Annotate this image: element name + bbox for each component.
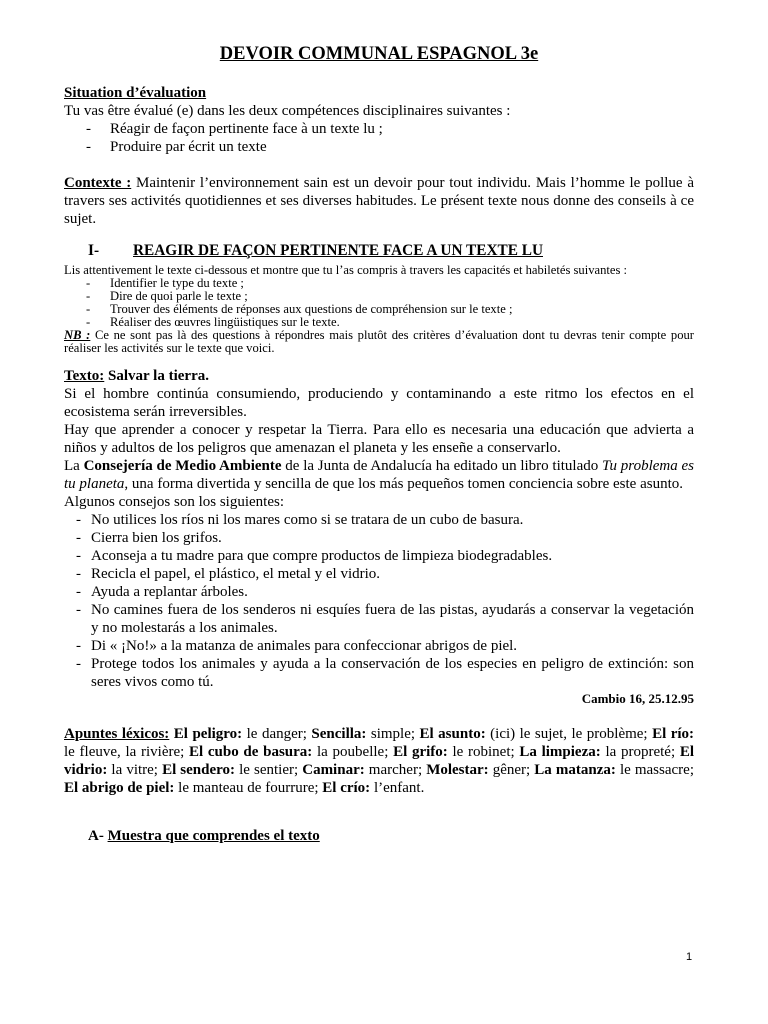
lexical-term: La matanza: <box>534 762 616 778</box>
situation-heading: Situation d’évaluation <box>64 85 207 101</box>
texto-title: Salvar la tierra. <box>104 368 209 384</box>
tip-item: - Cierra bien los grifos. <box>74 529 694 547</box>
tips-list <box>64 511 694 691</box>
texto-paragraph: Hay que aprender a conocer y respetar la Tierra. Para ello es necesaria una educación que advierta a niños y adultos de los peligros que amenazan el planeta y les enseñe a conservarlo. <box>64 422 694 456</box>
texto-span: de la Junta de Andalucía ha editado un libro titulado <box>281 458 603 474</box>
texto-paragraph: Si el hombre continúa consumiendo, produciendo y contaminando a este ritmo los efectos en el ecosistema serán irreversibles. <box>64 386 694 420</box>
nb-text: Ce ne sont pas là des questions à répondres mais plutôt des critères d’évaluation dont tu devras tenir compte pour réaliser les activités sur le texte que voici. <box>64 328 694 355</box>
book-title: Tu problema es tu planeta <box>64 458 694 492</box>
consejeria-name: Consejería de Medio Ambiente <box>83 458 282 474</box>
situation-section <box>64 84 694 156</box>
section-a-letter: A- <box>88 828 104 844</box>
lexical-definition: le danger; <box>242 726 312 742</box>
texto-section <box>64 367 694 707</box>
tip-item: - No camines fuera de los senderos ni esquíes fuera de las pistas, ayudarás a conservar la vegetación y no molestarás a los animales. <box>74 601 694 637</box>
lexical-definition: le robinet; <box>447 744 520 760</box>
lexical-term: Caminar: <box>302 762 365 778</box>
contexte-paragraph <box>64 174 694 228</box>
tip-item: - Ayuda a replantar árboles. <box>74 583 694 601</box>
lexical-notes <box>64 725 694 797</box>
lexical-definition: l’enfant. <box>370 780 425 796</box>
section-a-title: Muestra que comprendes el texto <box>107 828 320 844</box>
lexical-definition: la propreté; <box>600 744 680 760</box>
texto-span: , una forma divertida y sencilla de que los más pequeños tomen conciencia sobre este asunto. <box>124 476 683 492</box>
lexical-notes-label: Apuntes léxicos: <box>64 726 170 742</box>
lexical-definition: le manteau de fourrure; <box>174 780 323 796</box>
competence-item: - Produire par écrit un texte <box>86 138 694 156</box>
lexical-definition: simple; <box>366 726 420 742</box>
contexte-text: Maintenir l’environnement sain est un devoir pour tout individu. Mais l’homme le pollue à travers ses activités quotidiennes et ses diverses habitudes. Le présent texte nous donne des conseils à ce sujet. <box>64 175 694 227</box>
criteria-item: - Réaliser des œuvres lingüistiques sur le texte. <box>86 316 694 329</box>
tip-item: - Di « ¡No!» a la matanza de animales para confeccionar abrigos de piel. <box>74 637 694 655</box>
text-source: Cambio 16, 25.12.95 <box>581 691 694 706</box>
lexical-term: El asunto: <box>419 726 486 742</box>
document-page <box>64 40 694 845</box>
criteria-item: - Identifier le type du texte ; <box>86 277 694 290</box>
instructions-intro: Lis attentivement le texte ci-dessous et montre que tu l’as compris à travers les capacités et habiletés suivantes : <box>64 263 628 277</box>
criteria-item: - Dire de quoi parle le texte ; <box>86 290 694 303</box>
lexical-term: El río: <box>652 726 695 742</box>
texto-span: La <box>64 458 84 474</box>
lexical-definition: la vitre; <box>107 762 163 778</box>
page-number: 1 <box>686 951 693 963</box>
criteria-item: - Trouver des éléments de réponses aux questions de compréhension sur le texte ; <box>86 303 694 316</box>
lexical-definition: le fleuve, la rivière; <box>64 744 189 760</box>
lexical-definition: le sentier; <box>235 762 303 778</box>
competence-list <box>64 120 694 156</box>
nb-label: NB : <box>64 328 91 342</box>
lexical-term: El vidrio: <box>64 744 694 778</box>
contexte-label: Contexte : <box>64 175 132 191</box>
tip-item: - Recicla el papel, el plástico, el metal y el vidrio. <box>74 565 694 583</box>
lexical-definition: le massacre; <box>615 762 694 778</box>
lexical-term: El crío: <box>322 780 371 796</box>
texto-label: Texto: <box>64 368 105 384</box>
competence-item: - Réagir de façon pertinente face à un texte lu ; <box>86 120 694 138</box>
tip-item: - No utilices los ríos ni los mares como si se tratara de un cubo de basura. <box>74 511 694 529</box>
criteria-list <box>64 277 694 329</box>
lexical-term: El cubo de basura: <box>189 744 313 760</box>
lexical-term: El sendero: <box>162 762 236 778</box>
lexical-definition: (ici) le sujet, le problème; <box>485 726 653 742</box>
texto-paragraph: Algunos consejos son los siguientes: <box>64 494 284 510</box>
lexical-term: El grifo: <box>393 744 448 760</box>
lexical-term: Sencilla: <box>311 726 367 742</box>
section-a-heading <box>88 827 694 845</box>
lexical-term: Molestar: <box>426 762 489 778</box>
lexical-term: El abrigo de piel: <box>64 780 175 796</box>
lexical-term: La limpieza: <box>519 744 601 760</box>
lexical-definition: marcher; <box>364 762 427 778</box>
nb-note <box>64 329 694 355</box>
texto-heading <box>64 367 694 385</box>
document-title: DEVOIR COMMUNAL ESPAGNOL 3e <box>219 44 539 64</box>
lexical-definition: gêner; <box>488 762 535 778</box>
lexical-definition: la poubelle; <box>312 744 394 760</box>
texto-paragraph <box>64 457 694 493</box>
section-number: I- <box>88 242 100 259</box>
instructions-block <box>64 264 694 355</box>
section-title: REAGIR DE FAÇON PERTINENTE FACE A UN TEXTE LU <box>133 242 543 259</box>
tip-item: - Aconseja a tu madre para que compre productos de limpieza biodegradables. <box>74 547 694 565</box>
section-heading <box>88 242 694 260</box>
lexical-term: El peligro: <box>173 726 243 742</box>
tip-item: - Protege todos los animales y ayuda a la conservación de los especies en peligro de extinción: son seres vivos como tú. <box>74 655 694 691</box>
situation-intro: Tu vas être évalué (e) dans les deux compétences disciplinaires suivantes : <box>64 103 511 119</box>
